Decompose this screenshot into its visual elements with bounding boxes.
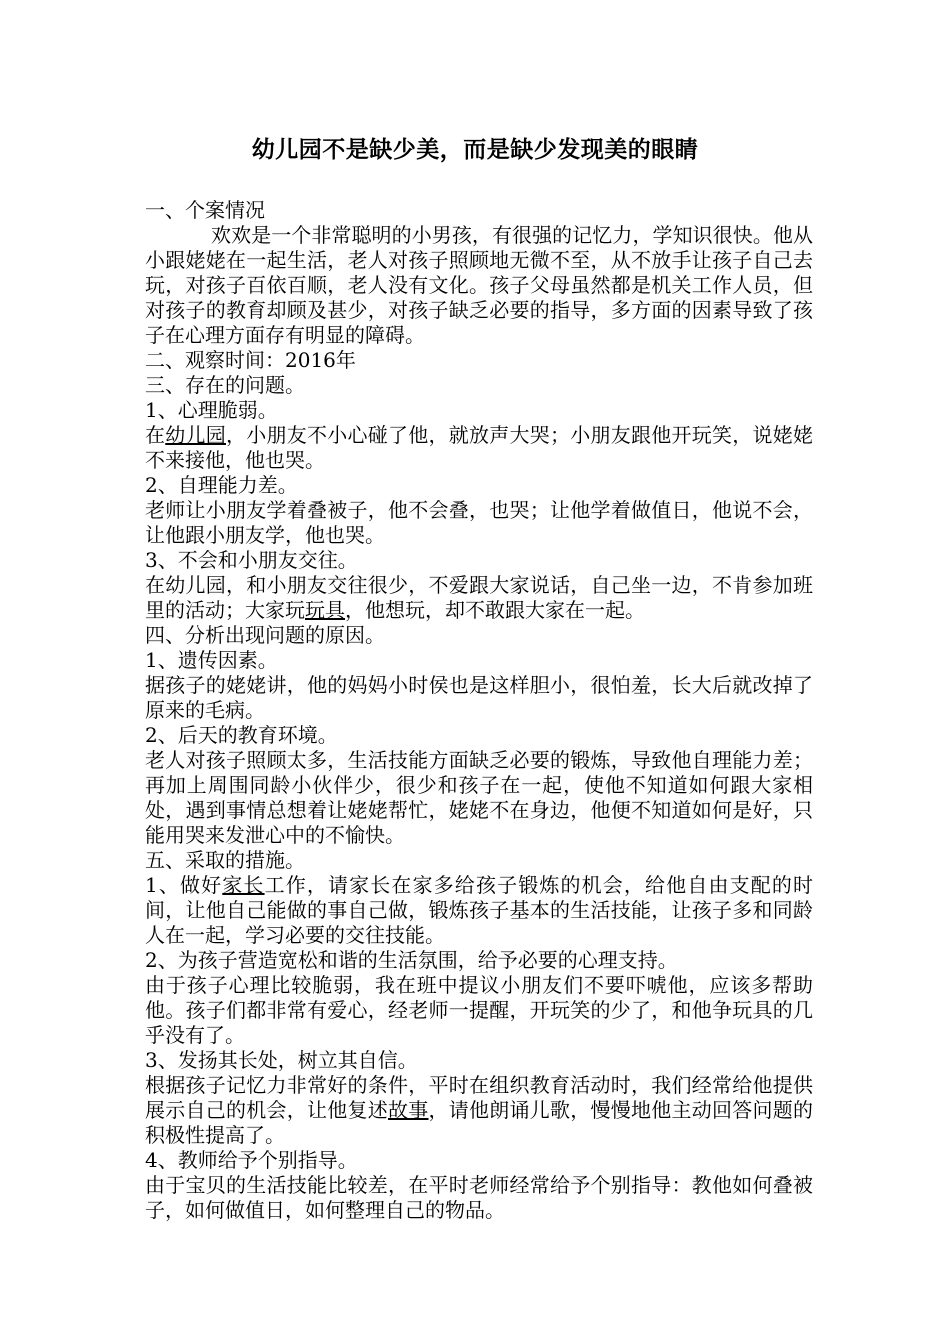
item-heading: 2、自理能力差。 xyxy=(145,473,298,497)
document-title: 幼儿园不是缺少美，而是缺少发现美的眼睛 xyxy=(251,137,699,163)
item-heading: 2、后天的教育环境。 xyxy=(145,723,338,747)
section-heading: 一、个案情况 xyxy=(145,198,265,222)
paragraph xyxy=(145,573,813,623)
text: ，他想玩，却不敢跟大家在一起。 xyxy=(345,598,645,622)
item-heading: 3、不会和小朋友交往。 xyxy=(145,548,358,572)
paragraph: 老人对孩子照顾太多，生活技能方面缺乏必要的锻炼，导致他自理能力差；再加上周围同龄小伙伴少，很少和孩子在一起，使他不知道如何跟大家相处，遇到事情总想着让姥姥帮忙，姥姥不在身边，他便不知道如何是好，只能用哭来发泄心中的不愉快。 xyxy=(145,748,813,847)
paragraph xyxy=(145,1073,813,1148)
text: 工作，请家长在家多给孩子锻炼的机会，给他自由支配的时间，让他自己能做的事自己做，锻炼孩子基本的生活技能，让孩子多和同龄人在一起，学习必要的交往技能。 xyxy=(145,873,814,947)
story-link[interactable]: 故事 xyxy=(388,1098,429,1122)
paragraph xyxy=(145,873,813,948)
toys-link[interactable]: 玩具 xyxy=(305,598,345,622)
paragraph: 据孩子的姥姥讲，他的妈妈小时侯也是这样胆小，很怕羞，长大后就改掉了原来的毛病。 xyxy=(145,673,813,722)
item-heading: 3、发扬其长处，树立其自信。 xyxy=(145,1048,418,1072)
document-body xyxy=(145,198,813,1223)
item-heading: 4、教师给予个别指导。 xyxy=(145,1148,358,1172)
paragraph: 由于宝贝的生活技能比较差，在平时老师经常给予个别指导：教他如何叠被子，如何做值日，如何整理自己的物品。 xyxy=(145,1173,813,1222)
paragraph xyxy=(145,423,813,473)
text: 在 xyxy=(145,423,166,447)
section-heading: 四、分析出现问题的原因。 xyxy=(145,623,385,647)
text: 根据孩子记忆力非常好的条件，平时在组织教育活动时，我们经常给他提供展示自己的机会，让他复述 xyxy=(145,1073,813,1122)
item-heading: 1、心理脆弱。 xyxy=(145,398,278,422)
section-heading: 二、观察时间：2016年 xyxy=(145,348,356,372)
item-heading: 2、为孩子营造宽松和谐的生活氛围，给予必要的心理支持。 xyxy=(145,948,678,972)
text: 在幼儿园，和小朋友交往很少，不爱跟大家说话，自己坐一边，不肯参加班里的活动；大家玩 xyxy=(145,573,813,622)
section-heading: 五、采取的措施。 xyxy=(145,848,305,872)
text: ，小朋友不小心碰了他，就放声大哭；小朋友跟他开玩笑，说姥姥不来接他，他也哭。 xyxy=(145,423,813,472)
text: 1、做好 xyxy=(145,873,223,897)
section-heading: 三、存在的问题。 xyxy=(145,373,305,397)
paragraph: 由于孩子心理比较脆弱，我在班中提议小朋友们不要吓唬他，应该多帮助他。孩子们都非常有爱心，经老师一提醒，开玩笑的少了，和他争玩具的几乎没有了。 xyxy=(145,973,813,1047)
kindergarten-link[interactable]: 幼儿园 xyxy=(165,423,226,447)
text: ，请他朗诵儿歌，慢慢地他主动回答问题的积极性提高了。 xyxy=(145,1098,813,1147)
paragraph: 欢欢是一个非常聪明的小男孩，有很强的记忆力，学知识很快。他从小跟姥姥在一起生活，老人对孩子照顾地无微不至，从不放手让孩子自己去玩，对孩子百依百顺，老人没有文化。孩子父母虽然都是机关工作人员，但对孩子的教育却顾及甚少，对孩子缺乏必要的指导，多方面的因素导致了孩子在心理方面存有明显的障碍。 xyxy=(145,223,813,347)
item-heading: 1、遗传因素。 xyxy=(145,648,278,672)
paragraph: 老师让小朋友学着叠被子，他不会叠，也哭；让他学着做值日，他说不会，让他跟小朋友学，他也哭。 xyxy=(145,498,813,547)
parents-link[interactable]: 家长 xyxy=(222,873,265,897)
